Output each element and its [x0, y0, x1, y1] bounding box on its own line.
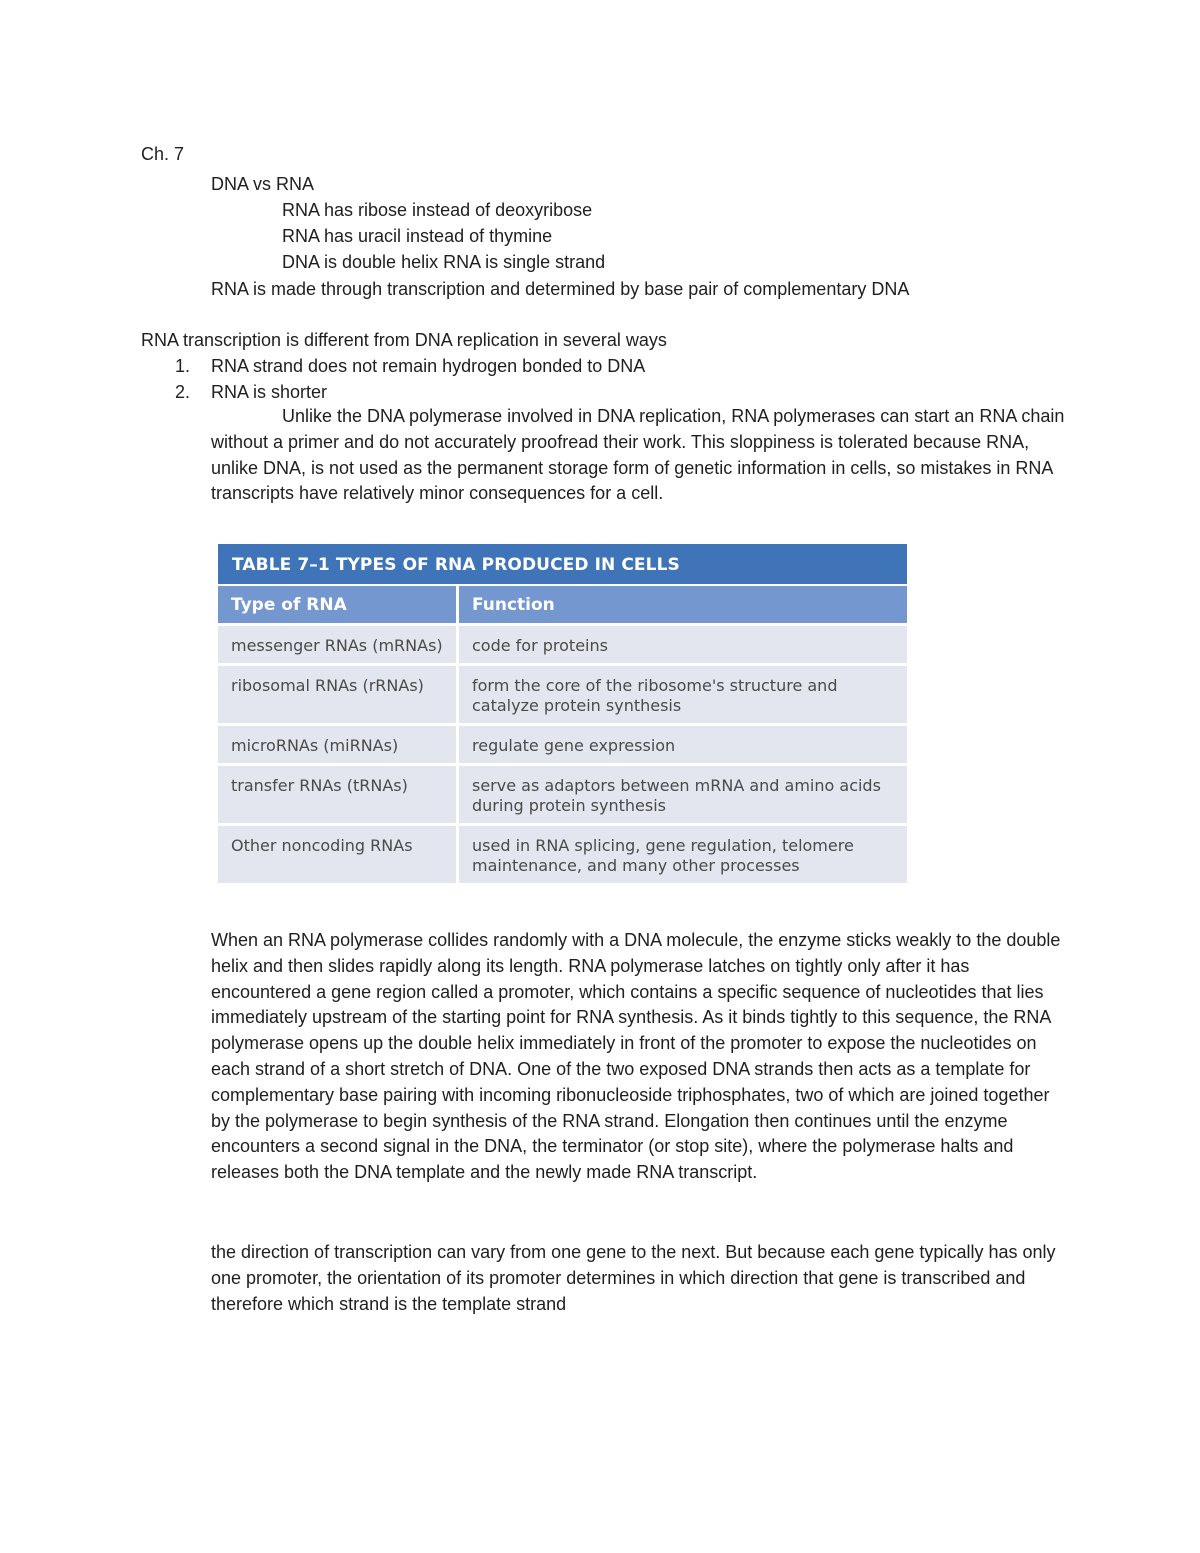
polymerase-detail-text: Unlike the DNA polymerase involved in DNA replication, RNA polymerases can start an RNA chain without a primer and do not accurately proofread their work. This sloppiness is tolerated because RNA, unlike DNA, is not used as the permanent storage form of genetic information in cells, so mistakes in RNA transcripts have relatively minor consequences for a cell.	[211, 406, 1065, 504]
table-cell-type: messenger RNAs (mRNAs)	[218, 626, 456, 663]
table-row	[218, 666, 907, 723]
section-title-dna-vs-rna: DNA vs RNA	[211, 174, 315, 194]
list-number: 1.	[175, 356, 191, 376]
table-cell-type: microRNAs (miRNAs)	[218, 726, 456, 763]
table-cell-function: serve as adaptors between mRNA and amino acids during protein synthesis	[459, 766, 907, 823]
table-cell-function: regulate gene expression	[459, 726, 907, 763]
table-row	[218, 766, 907, 823]
column-header-type: Type of RNA	[218, 586, 456, 623]
polymerase-binding-paragraph: When an RNA polymerase collides randomly with a DNA molecule, the enzyme sticks weakly to the double helix and then slides rapidly along its length. RNA polymerase latches on tightly only after it has encountered a gene region called a promoter, which contains a specific sequence of nucleotides that lies immediately upstream of the starting point for RNA synthesis. As it binds tightly to this sequence, the RNA polymerase opens up the double helix immediately in front of the promoter to expose the nucleotides on each strand of a short stretch of DNA. One of the two exposed DNA strands then acts as a template for complementary base pairing with incoming ribonucleoside triphosphates, two of which are joined together by the polymerase to begin synthesis of the RNA strand. Elongation then continues until the enzyme encounters a second signal in the DNA, the terminator (or stop site), where the polymerase halts and releases both the DNA template and the newly made RNA transcript.	[211, 930, 1061, 1183]
dna-vs-rna-point: DNA is double helix RNA is single strand	[282, 252, 606, 272]
table-cell-type: transfer RNAs (tRNAs)	[218, 766, 456, 823]
list-number: 2.	[175, 382, 191, 402]
column-header-function: Function	[459, 586, 907, 623]
rna-types-table	[218, 544, 907, 883]
dna-vs-rna-point: RNA has uracil instead of thymine	[282, 226, 553, 246]
table-title: TABLE 7–1 TYPES OF RNA PRODUCED IN CELLS	[218, 544, 907, 584]
list-item: RNA is shorter	[211, 382, 328, 402]
dna-vs-rna-point: RNA has ribose instead of deoxyribose	[282, 200, 593, 220]
table-row	[218, 726, 907, 763]
table-cell-function: form the core of the ribosome's structure and catalyze protein synthesis	[459, 666, 907, 723]
dna-vs-rna-summary: RNA is made through transcription and determined by base pair of complementary DNA	[211, 279, 910, 299]
table-header-row	[218, 586, 907, 623]
list-item: RNA strand does not remain hydrogen bonded to DNA	[211, 356, 646, 376]
transcription-direction-paragraph: the direction of transcription can vary from one gene to the next. But because each gene typically has only one promoter, the orientation of its promoter determines in which direction that gene is transcribed and therefore which strand is the template strand	[211, 1242, 1056, 1314]
table-cell-function: used in RNA splicing, gene regulation, telomere maintenance, and many other processes	[459, 826, 907, 883]
table-row	[218, 626, 907, 663]
chapter-heading: Ch. 7	[141, 144, 185, 164]
table-cell-function: code for proteins	[459, 626, 907, 663]
table-row	[218, 826, 907, 883]
table-cell-type: Other noncoding RNAs	[218, 826, 456, 883]
transcription-intro: RNA transcription is different from DNA replication in several ways	[141, 330, 667, 350]
polymerase-detail-paragraph	[211, 404, 1071, 507]
table-cell-type: ribosomal RNAs (rRNAs)	[218, 666, 456, 723]
